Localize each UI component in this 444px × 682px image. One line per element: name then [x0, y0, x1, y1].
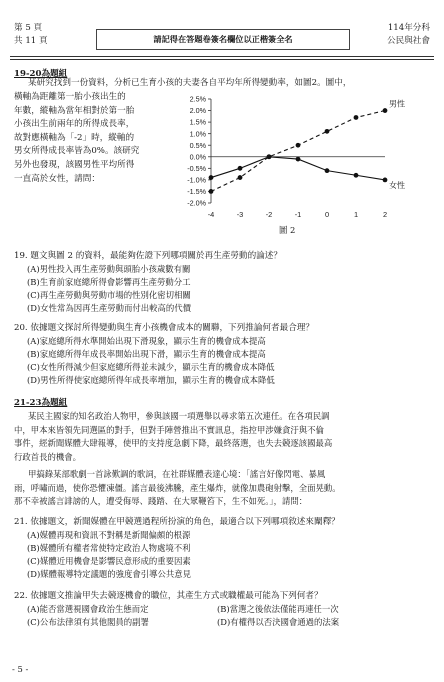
page-label: 第 5 頁	[14, 23, 43, 33]
male-data-point	[296, 143, 301, 148]
x-tick-label: 2	[382, 210, 388, 219]
female-data-point	[383, 177, 388, 182]
passage-paragraph-2	[14, 468, 438, 509]
female-data-point	[267, 154, 272, 159]
x-tick-label: -2	[265, 210, 273, 219]
option-b[interactable]: (B)當選之後依法僅能再連任一次	[217, 604, 339, 614]
passage-line: 行政首長的機會。	[14, 451, 81, 462]
female-data-point	[238, 166, 243, 171]
intro-line: 年數，縱軸為當年相對於第一胎	[14, 105, 135, 116]
intro-first-line: 某研究找到一份資料，分析已生育小孩的夫妻各自平均年所得變動率，如圖2。圖中，	[28, 78, 352, 88]
female-data-point	[325, 168, 330, 173]
intro-line: 另外也發現，該國男性平均所得	[14, 159, 135, 170]
chart-svg	[175, 93, 437, 223]
male-data-point	[209, 189, 214, 194]
y-tick-label: -1.0%	[187, 175, 206, 185]
question-stem: 19. 題文與圖 2 的資料，最能夠佐證下列哪項關於再生產勞動的論述？	[14, 251, 282, 261]
x-tick-label: 0	[324, 210, 330, 219]
female-data-point	[209, 175, 214, 180]
page-number: - 5 -	[12, 664, 29, 674]
question-stem: 20. 依據題文探討所得變動與生育小孩機會成本的關聯，下列推論何者最合理？	[14, 323, 314, 333]
question-19	[14, 250, 434, 315]
passage-line: 雨，呼嘯而過，使你恐懼凍僵。謠言最後沸騰，產生爆炸，就像加農砲射擊，全面晃動。	[14, 482, 341, 493]
intro-line: 小孩出生前兩年的所得成長率，	[14, 119, 135, 130]
intro-line: 一直高於女性，請問：	[14, 173, 100, 184]
y-tick-label: 1.0%	[189, 129, 206, 139]
option-b[interactable]: (B)家庭總所得年成長率開始出現下滑，顯示生育的機會成本提高	[27, 349, 266, 359]
y-tick-label: 2.5%	[189, 94, 206, 104]
option-d[interactable]: (D)媒體報導特定議題的強度會引導公共意見	[27, 569, 191, 579]
option-d[interactable]: (D)女性常為因再生產勞動而付出較高的代價	[27, 303, 191, 313]
subject-label: 公民與社會	[387, 36, 430, 46]
passage-line: 甲搞錄某部歌劇一首詠歎調的歌詞，在社群媒體表達心境：「謠言好像閃電、暴風	[28, 469, 326, 479]
y-tick-label: -1.5%	[187, 187, 206, 197]
intro-paragraph	[14, 91, 164, 186]
x-tick-label: -1	[294, 210, 302, 219]
passage-line: 那不幸被謠言誹謗的人，遭受侮辱、踐踏、在大眾鞭笞下，生不如死。」，請問：	[14, 496, 308, 507]
y-tick-label: -2.0%	[187, 198, 206, 208]
female-data-point	[296, 157, 301, 162]
option-a[interactable]: (A)男性投入再生產勞動與頭胎小孩歲數有關	[27, 264, 191, 274]
y-tick-label: 2.0%	[189, 106, 206, 116]
male-series-label: 男性	[389, 99, 405, 109]
option-a[interactable]: (A)家庭總所得水準開始出現下滑現象，顯示生育的機會成本提高	[27, 336, 266, 346]
male-data-point	[238, 175, 243, 180]
y-tick-label: 0.0%	[189, 152, 206, 162]
option-a[interactable]: (A)能否當選視國會政治生態而定	[27, 604, 149, 614]
option-b[interactable]: (B)媒體所有權者常使特定政治人物處境不利	[27, 543, 191, 553]
passage-paragraph-1	[14, 410, 438, 464]
y-tick-label: 0.5%	[189, 140, 206, 150]
options-row-2	[14, 616, 434, 629]
male-data-point	[354, 115, 359, 120]
question-21	[14, 516, 434, 581]
options-row-1	[14, 603, 434, 616]
option-d[interactable]: (D)男性所得使家庭總所得年成長率增加，顯示生育的機會成本降低	[27, 375, 275, 385]
question-22	[14, 590, 434, 629]
intro-line: 男女所得成長率皆為0%。該研究	[14, 146, 140, 157]
option-c[interactable]: (C)公布法律須有其他閣員的副署	[27, 617, 149, 627]
x-tick-label: -3	[236, 210, 244, 219]
female-data-point	[354, 173, 359, 178]
passage-line: 事件，經新聞媒體大肆報導，使甲的支持度急劇下降，最終落選，也失去競逐該國最高	[14, 438, 333, 449]
x-tick-label: -4	[207, 210, 215, 219]
option-b[interactable]: (B)生育前家庭總所得會影響再生產勞動分工	[27, 277, 191, 287]
y-tick-label: -0.5%	[187, 163, 206, 173]
passage-line: 某民主國家的知名政治人物甲，參與該國一項選舉以尋求第五次連任。在各項民調	[28, 411, 330, 421]
female-series-label: 女性	[389, 180, 405, 190]
male-series-line	[211, 111, 385, 192]
passage-line: 中，甲本來皆領先同選區的對手，但對手陣營推出不實訊息，指控甲涉嫌貪汙與不倫	[14, 424, 324, 435]
option-d[interactable]: (D)有權得以否決國會通過的法案	[217, 617, 340, 627]
question-stem: 21. 依據題文，新聞媒體在甲競選過程所扮演的角色，最適合以下列哪項敘述來闡釋？	[14, 517, 340, 527]
intro-line: 橫軸為距離第一胎小孩出生的	[14, 92, 126, 102]
header-divider-2	[10, 59, 434, 60]
figure-caption: 圖 2	[279, 225, 296, 235]
option-c[interactable]: (C)再生產勞動與勞動市場的性別化密切相關	[27, 290, 191, 300]
option-a[interactable]: (A)媒體再現和資訊不對稱是新聞偏頗的根源	[27, 530, 191, 540]
exam-year-label: 114年分科	[387, 23, 430, 33]
male-data-point	[325, 129, 330, 134]
question-20	[14, 322, 434, 387]
header-divider	[10, 56, 434, 57]
male-data-point	[383, 108, 388, 113]
option-c[interactable]: (C)媒體近用機會是影響民意形成的重要因素	[27, 556, 191, 566]
question-group-title: 19-20為題組	[14, 69, 68, 79]
question-group-title: 21-23為題組	[14, 398, 68, 408]
question-stem: 22. 依據題文推論甲失去競逐機會的職位，其產生方式或職權最可能為下列何者？	[14, 591, 323, 601]
income-growth-chart	[175, 93, 437, 243]
y-tick-label: 1.5%	[189, 117, 206, 127]
option-c[interactable]: (C)女性所得減少但家庭總所得並未減少，顯示生育的機會成本降低	[27, 362, 275, 372]
x-tick-label: 1	[353, 210, 359, 219]
intro-line: 故對應橫軸為「-2」時，縱軸的	[14, 132, 135, 143]
signature-notice: 請記得在答題卷簽名欄位以正楷簽全名	[96, 29, 350, 50]
total-pages-label: 共 11 頁	[14, 36, 48, 46]
